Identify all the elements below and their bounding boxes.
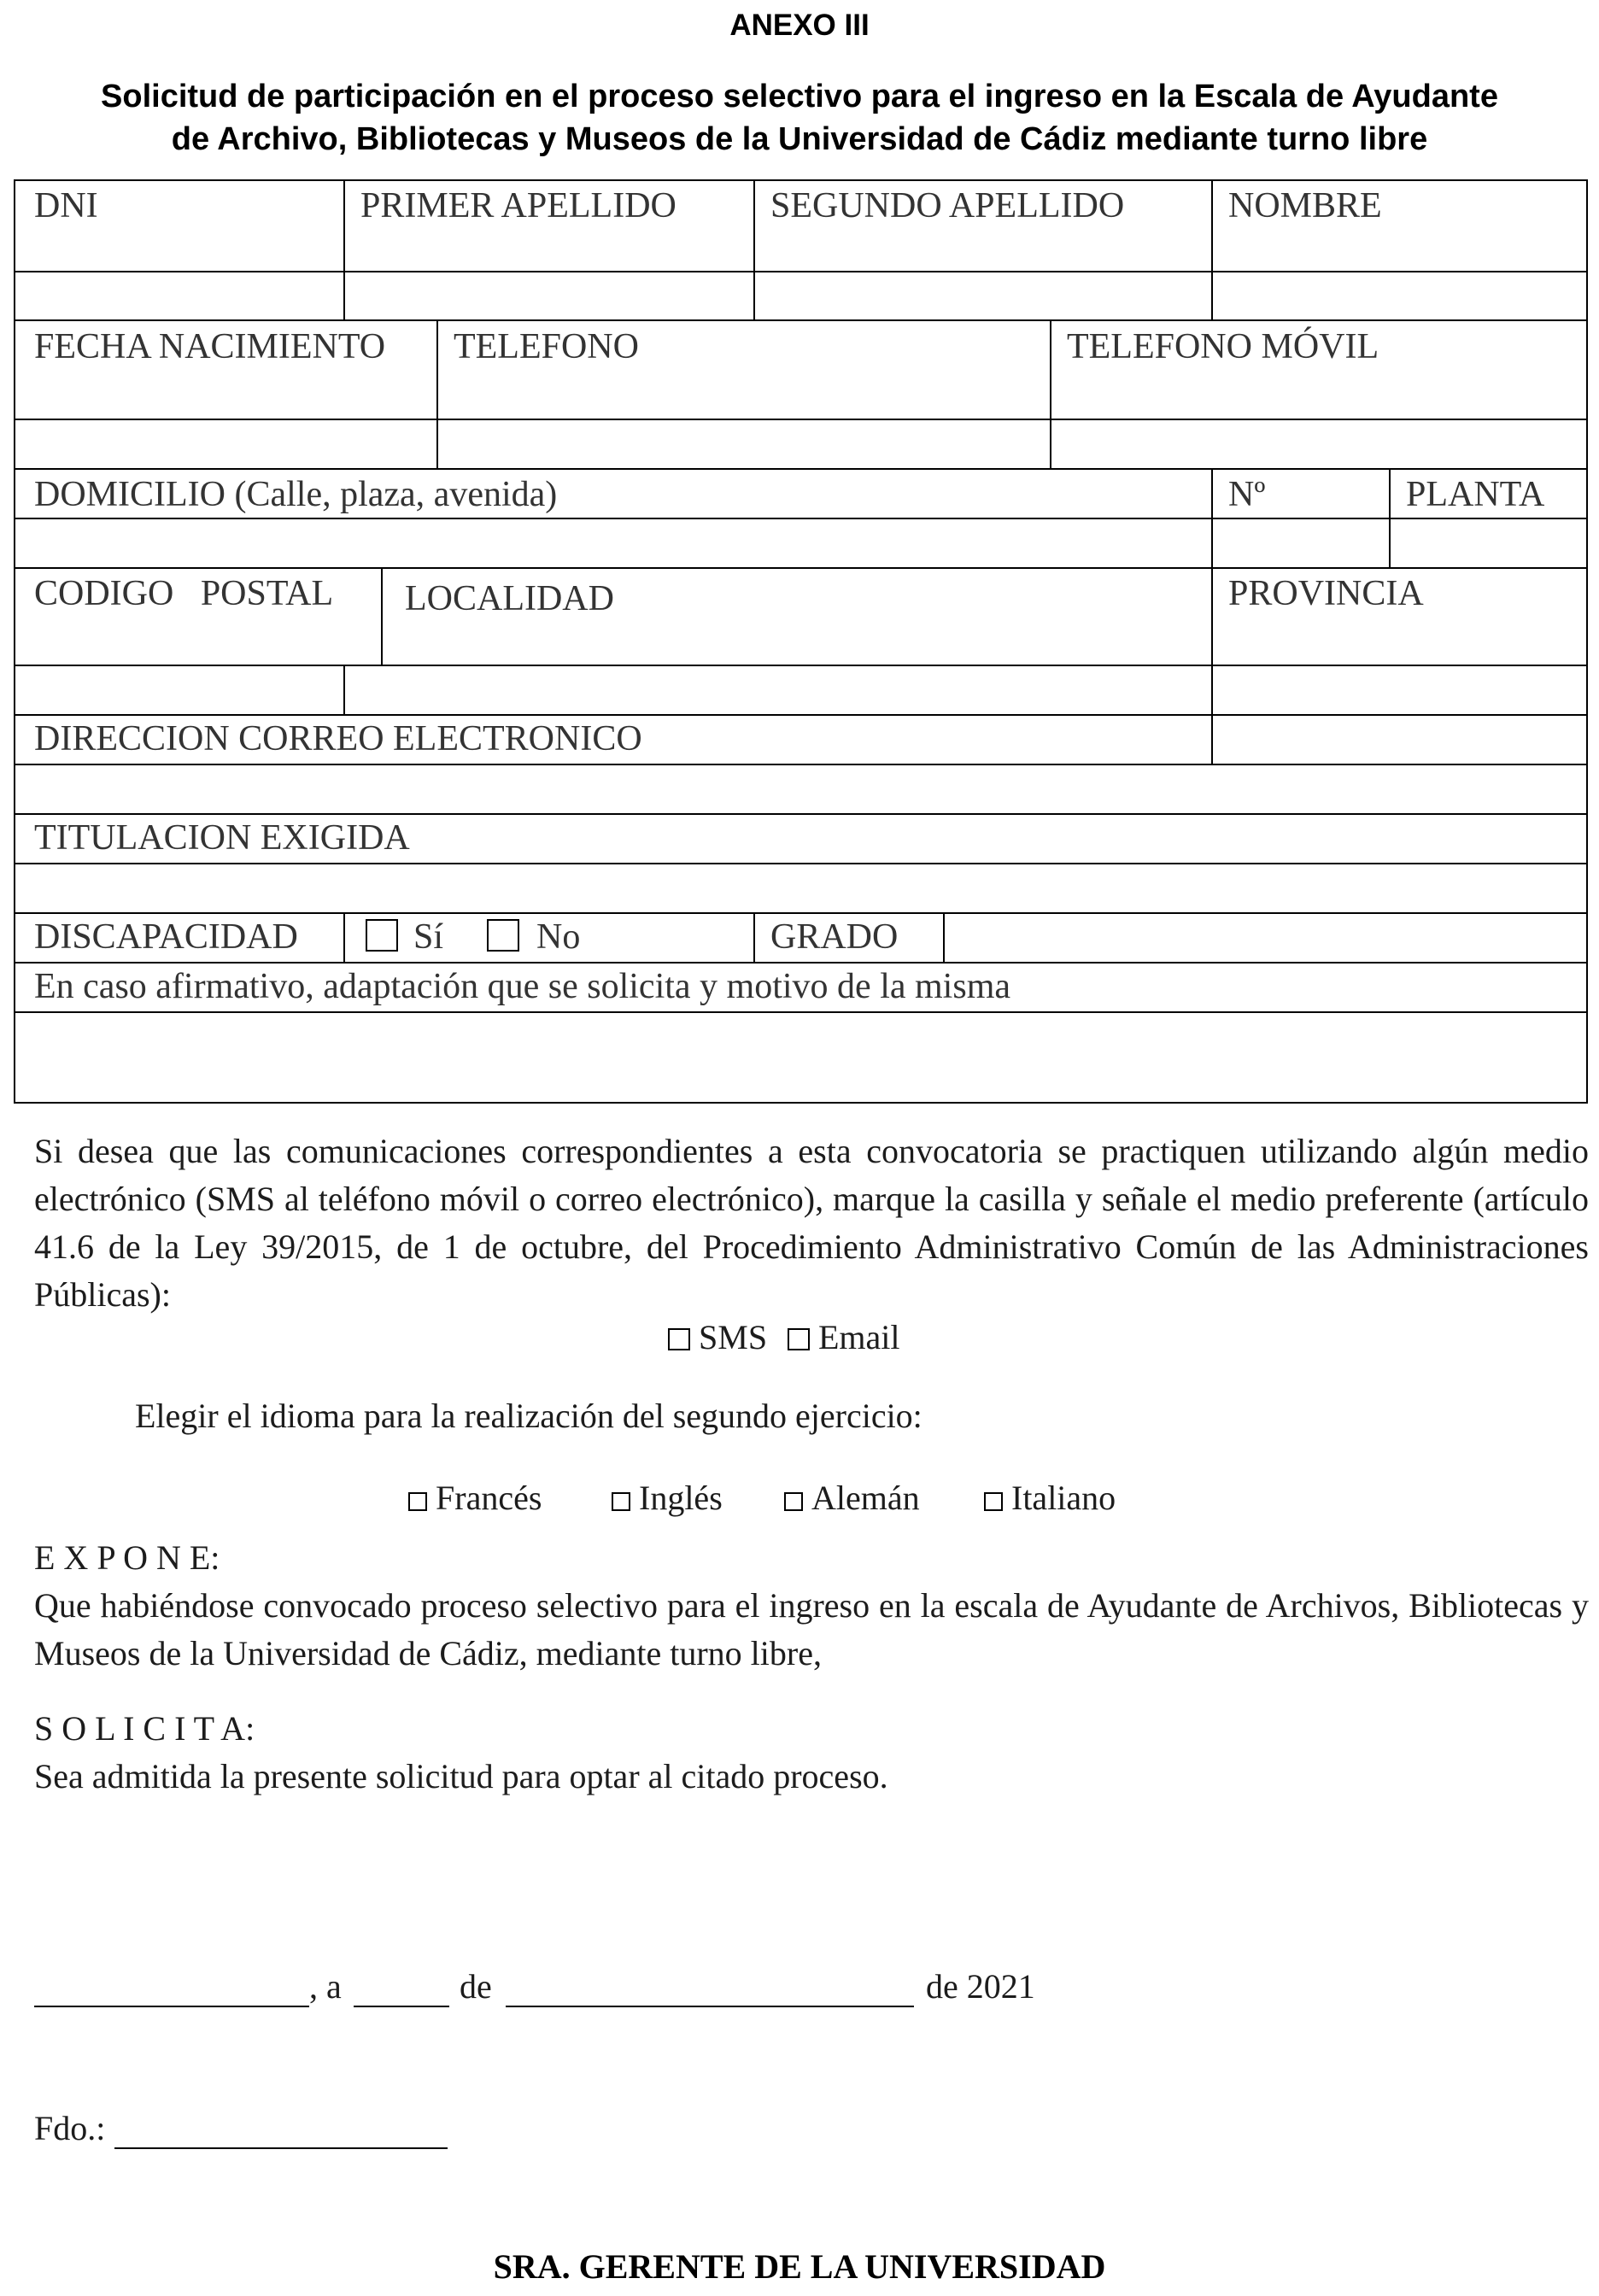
form-title [26, 75, 1573, 161]
discapacidad-si-label: Sí [413, 917, 444, 957]
email-option[interactable] [788, 1317, 900, 1357]
day-blank[interactable] [354, 2006, 449, 2007]
expone-text: Que habiéndose convocado proceso selectivo para el ingreso en la escala de Ayudante de Archivos, Bibliotecas y Museos de la Universidad de Cádiz, mediante turno libre, [34, 1586, 1589, 1672]
annex-number: ANEXO III [729, 9, 870, 42]
expone-heading: E X P O N E: [34, 1538, 220, 1577]
month-blank[interactable] [506, 2006, 914, 2007]
place-blank[interactable] [34, 2006, 309, 2007]
discapacidad-no-label: No [536, 917, 581, 957]
aleman-checkbox[interactable] [784, 1492, 803, 1511]
correo-label: DIRECCION CORREO ELECTRONICO [34, 719, 642, 758]
email-label: Email [818, 1318, 900, 1356]
comunicaciones-paragraph: Si desea que las comunicaciones correspondientes a esta convocatoria se practiquen utilizando algún medio electrónico (SMS al teléfono móvil o correo electrónico), marque la casilla y señale el medio preferente (artículo 41.6 de la Ley 39/2015, de 1 de octubre, del Procedimiento Administrativo Común de las Administraciones Públicas): [34, 1132, 1589, 1314]
addressee: SRA. GERENTE DE LA UNIVERSIDAD [493, 2247, 1106, 2286]
italiano-label: Italiano [1011, 1479, 1116, 1517]
sms-label: SMS [699, 1318, 768, 1356]
primer-apellido-label: PRIMER APELLIDO [360, 186, 676, 226]
aleman-label: Alemán [811, 1479, 920, 1517]
application-form-table [14, 179, 1588, 1104]
date-de-1: de [460, 1967, 492, 2006]
frances-label: Francés [436, 1479, 542, 1517]
ingles-checkbox[interactable] [612, 1492, 630, 1511]
discapacidad-no-checkbox[interactable] [487, 919, 519, 952]
signature-blank[interactable] [114, 2147, 448, 2149]
solicita-text: Sea admitida la presente solicitud para optar al citado proceso. [34, 1757, 888, 1795]
idioma-option-frances[interactable] [408, 1478, 542, 1518]
numero-label: Nº [1228, 475, 1266, 514]
date-year: de 2021 [926, 1967, 1035, 2006]
telefono-label: TELEFONO [454, 327, 639, 366]
solicita-heading: S O L I C I T A: [34, 1709, 255, 1748]
date-comma-a: , a [309, 1967, 342, 2006]
ingles-label: Inglés [639, 1479, 723, 1517]
idioma-option-aleman[interactable] [784, 1478, 920, 1518]
adaptacion-label: En caso afirmativo, adaptación que se solicita y motivo de la misma [34, 967, 1011, 1006]
planta-label: PLANTA [1406, 475, 1545, 514]
provincia-label: PROVINCIA [1228, 574, 1424, 613]
domicilio-label: DOMICILIO (Calle, plaza, avenida) [34, 475, 558, 514]
sms-option[interactable] [668, 1317, 767, 1357]
discapacidad-label: DISCAPACIDAD [34, 917, 298, 957]
email-checkbox[interactable] [788, 1328, 810, 1350]
idioma-option-ingles[interactable] [612, 1478, 723, 1518]
codigo-postal-label: CODIGO POSTAL [34, 574, 334, 613]
italiano-checkbox[interactable] [984, 1492, 1003, 1511]
grado-label: GRADO [770, 917, 899, 957]
dni-label: DNI [34, 186, 98, 226]
discapacidad-si-checkbox[interactable] [366, 919, 398, 952]
fecha-nacimiento-label: FECHA NACIMIENTO [34, 327, 386, 366]
sms-checkbox[interactable] [668, 1328, 690, 1350]
idioma-prompt: Elegir el idioma para la realización del segundo ejercicio: [135, 1397, 922, 1435]
titulacion-label: TITULACION EXIGIDA [34, 818, 410, 858]
form-title-line-2: de Archivo, Bibliotecas y Museos de la Universidad de Cádiz mediante turno libre [171, 121, 1428, 157]
telefono-movil-label: TELEFONO MÓVIL [1067, 327, 1379, 366]
fdo-label: Fdo.: [34, 2109, 106, 2147]
segundo-apellido-label: SEGUNDO APELLIDO [770, 186, 1125, 226]
idioma-option-italiano[interactable] [984, 1478, 1116, 1518]
form-title-line-1: Solicitud de participación en el proceso selectivo para el ingreso en la Escala de Ayudante [101, 79, 1498, 114]
frances-checkbox[interactable] [408, 1492, 427, 1511]
nombre-label: NOMBRE [1228, 186, 1382, 226]
localidad-label: LOCALIDAD [405, 579, 614, 618]
